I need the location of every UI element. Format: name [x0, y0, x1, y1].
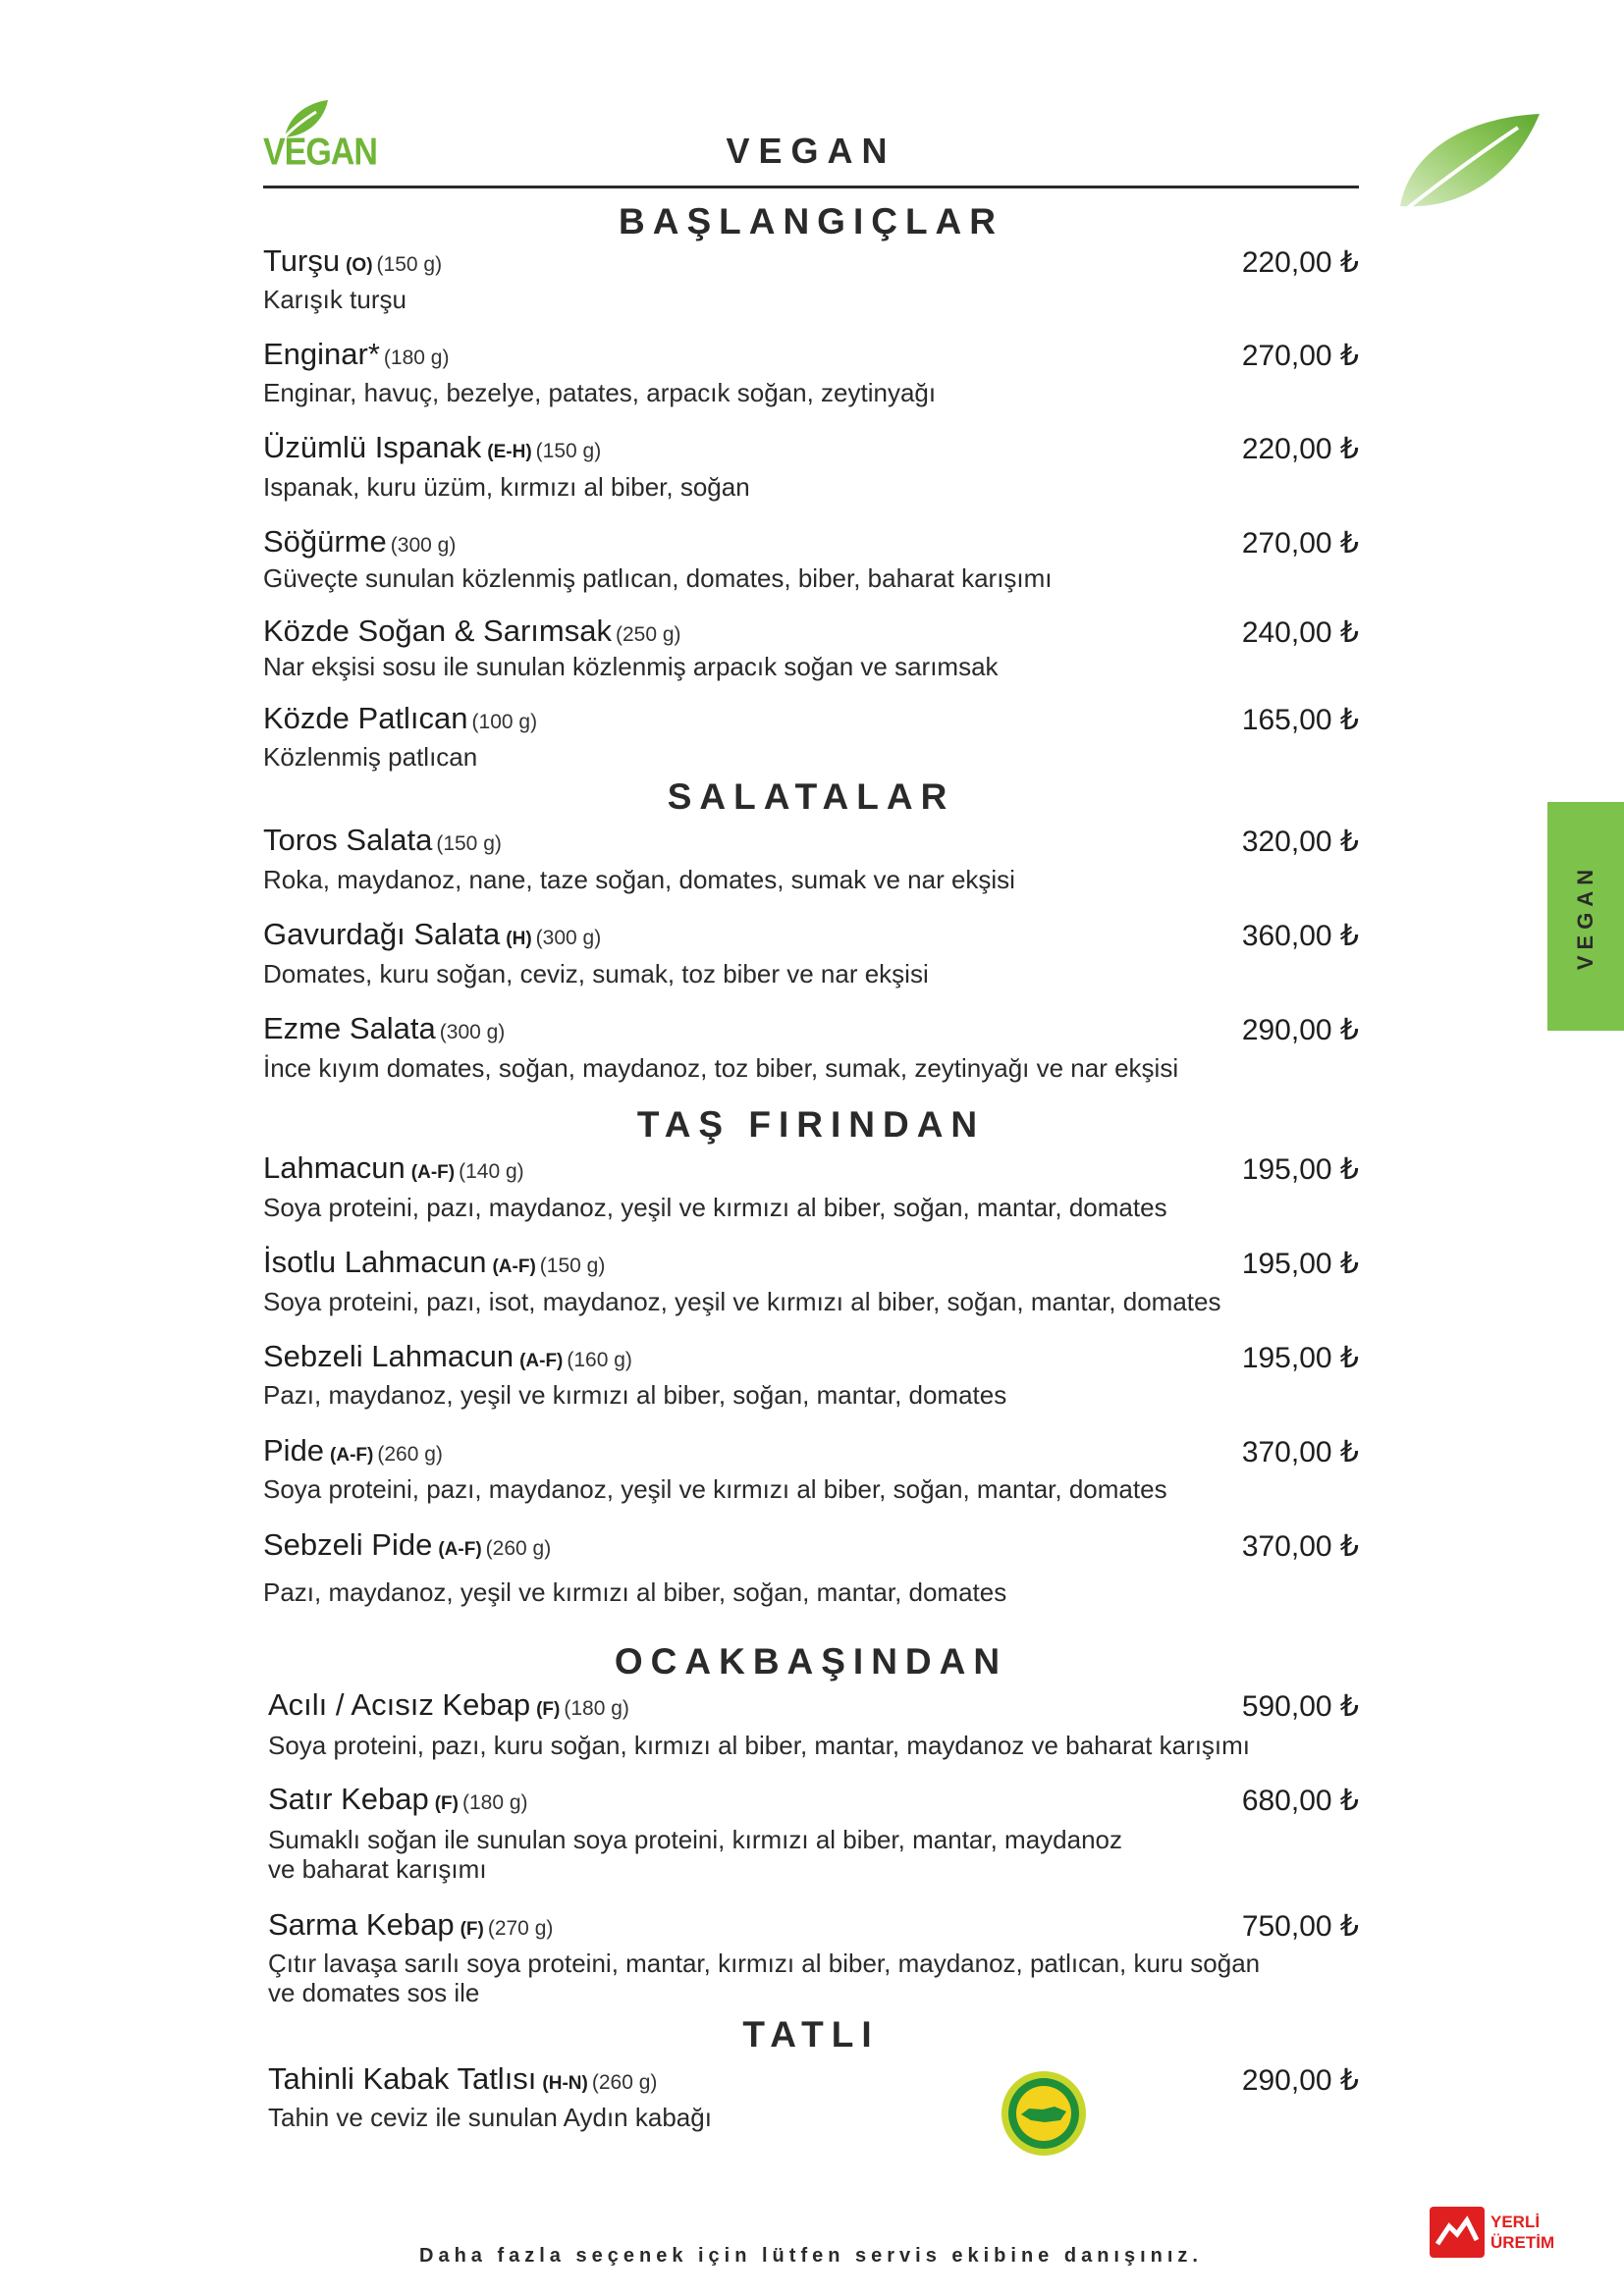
item-price: 290,00 ₺	[1241, 2064, 1359, 2097]
side-tab-label: VEGAN	[1573, 863, 1597, 970]
item-weight: (180 g)	[564, 1697, 629, 1720]
item-price: 290,00 ₺	[1241, 1014, 1359, 1046]
item-name: Sebzeli Pide	[263, 1527, 433, 1562]
item-description-line: Pazı, maydanoz, yeşil ve kırmızı al biber, soğan, mantar, domates	[263, 1380, 1007, 1410]
item-price: 370,00 ₺	[1241, 1530, 1359, 1563]
item-description-line: ve baharat karışımı	[268, 1854, 487, 1884]
item-description	[268, 1949, 1260, 2007]
allergen-code: (O)	[346, 255, 373, 276]
menu-item	[263, 337, 449, 372]
item-price: 270,00 ₺	[1241, 527, 1359, 560]
item-weight: (180 g)	[383, 347, 450, 369]
allergen-code: (F)	[434, 1793, 459, 1814]
footer-note: Daha fazla seçenek için lütfen servis ekibine danışınız.	[419, 2245, 1203, 2267]
item-description-line: Soya proteini, pazı, kuru soğan, kırmızı al biber, mantar, maydanoz ve baharat karışımı	[268, 1731, 1251, 1760]
allergen-code: (E-H)	[487, 442, 532, 462]
item-price: 590,00 ₺	[1241, 1690, 1359, 1723]
item-description	[263, 1053, 1178, 1083]
item-description	[263, 1577, 1006, 1607]
item-price: 165,00 ₺	[1241, 704, 1359, 736]
item-description-line: Közlenmiş patlıcan	[263, 742, 478, 772]
header-divider	[263, 186, 1359, 188]
section-title-salads: SALATALAR	[667, 776, 955, 817]
menu-item	[263, 701, 537, 736]
item-name: Pide	[263, 1433, 325, 1468]
item-name: İsotlu Lahmacun	[263, 1245, 487, 1279]
item-description	[263, 563, 1053, 593]
item-description-line: Soya proteini, pazı, isot, maydanoz, yeşil ve kırmızı al biber, soğan, mantar, domates	[263, 1287, 1221, 1316]
item-description-line: Tahin ve ceviz ile sunulan Aydın kabağı	[268, 2103, 712, 2132]
item-description-line: Güveçte sunulan közlenmiş patlıcan, domates, biber, baharat karışımı	[263, 563, 1053, 593]
item-description-line: Pazı, maydanoz, yeşil ve kırmızı al biber, soğan, mantar, domates	[263, 1577, 1007, 1607]
item-description	[268, 2103, 712, 2132]
section-title-dessert: TATLI	[742, 2014, 880, 2055]
allergen-code: (A-F)	[519, 1351, 564, 1371]
item-description	[263, 742, 477, 772]
menu-item	[263, 524, 456, 560]
section-title-stone-oven: TAŞ FIRINDAN	[636, 1104, 986, 1145]
item-weight: (150 g)	[535, 440, 602, 462]
item-weight: (140 g)	[459, 1160, 524, 1183]
item-description	[263, 1380, 1006, 1410]
item-name: Ezme Salata	[263, 1011, 436, 1045]
menu-item	[263, 243, 442, 279]
item-price: 750,00 ₺	[1241, 1910, 1359, 1943]
item-weight: (160 g)	[567, 1349, 632, 1371]
local-production-icon	[1428, 2205, 1487, 2260]
item-weight: (300 g)	[535, 927, 602, 949]
item-weight: (260 g)	[591, 2071, 658, 2094]
menu-item	[263, 1339, 632, 1374]
item-name: Gavurdağı Salata	[263, 917, 501, 951]
item-name: Enginar*	[263, 337, 380, 371]
item-weight: (180 g)	[461, 1791, 528, 1814]
menu-item	[268, 1907, 553, 1943]
item-name: Közde Soğan & Sarımsak	[263, 614, 612, 648]
allergen-code: (A-F)	[410, 1162, 456, 1183]
logo-wordmark: VEGAN	[263, 131, 377, 174]
item-weight: (260 g)	[485, 1537, 552, 1560]
origin-seal-icon	[1000, 2069, 1088, 2158]
item-description-line: Enginar, havuç, bezelye, patates, arpacık soğan, zeytinyağı	[263, 378, 937, 407]
local-production-badge	[1428, 2205, 1559, 2260]
section-title-starters: BAŞLANGIÇLAR	[619, 201, 1003, 241]
item-name: Üzümlü Ispanak	[263, 430, 482, 464]
item-weight: (300 g)	[439, 1021, 506, 1043]
item-description-line: ve domates sos ile	[268, 1978, 480, 2007]
badge-line2: ÜRETİM	[1490, 2233, 1555, 2252]
item-name: Acılı / Acısız Kebap	[268, 1687, 531, 1722]
leaf-icon	[1371, 108, 1547, 236]
allergen-code: (F)	[536, 1699, 561, 1720]
item-description	[263, 959, 929, 988]
item-price: 195,00 ₺	[1241, 1342, 1359, 1374]
allergen-code: (H)	[506, 929, 532, 949]
item-price: 320,00 ₺	[1241, 826, 1359, 858]
item-description	[268, 1731, 1250, 1760]
item-description	[268, 1825, 1122, 1884]
menu-item	[263, 1433, 443, 1468]
allergen-code: (A-F)	[330, 1445, 374, 1466]
item-name: Toros Salata	[263, 823, 433, 857]
item-description-line: Roka, maydanoz, nane, taze soğan, domates, sumak ve nar ekşisi	[263, 865, 1015, 894]
item-description	[263, 652, 999, 681]
item-description-line: Soya proteini, pazı, maydanoz, yeşil ve kırmızı al biber, soğan, mantar, domates	[263, 1193, 1167, 1222]
item-description-line: Çıtır lavaşa sarılı soya proteini, mantar, kırmızı al biber, maydanoz, patlıcan, kuru soğan	[268, 1949, 1261, 1978]
section-title-grill: OCAKBAŞINDAN	[614, 1641, 1008, 1682]
item-description-line: Nar ekşisi sosu ile sunulan közlenmiş arpacık soğan ve sarımsak	[263, 652, 999, 681]
item-name: Tahinli Kabak Tatlısı	[268, 2061, 537, 2096]
item-name: Sebzeli Lahmacun	[263, 1339, 514, 1373]
item-description-line: Karışık turşu	[263, 285, 406, 314]
menu-item	[263, 1150, 524, 1186]
item-description	[263, 865, 1015, 894]
item-description	[263, 285, 406, 314]
item-description	[263, 472, 750, 502]
item-price: 270,00 ₺	[1241, 340, 1359, 372]
item-weight: (300 g)	[390, 534, 457, 557]
item-description	[263, 1287, 1220, 1316]
allergen-code: (A-F)	[492, 1256, 536, 1277]
menu-item	[263, 823, 502, 858]
allergen-code: (H-N)	[542, 2073, 588, 2094]
side-tab	[1547, 802, 1624, 1031]
badge-line1: YERLİ	[1490, 2213, 1541, 2231]
item-weight: (250 g)	[615, 623, 681, 646]
menu-item	[268, 2061, 657, 2097]
allergen-code: (A-F)	[438, 1539, 482, 1560]
item-weight: (150 g)	[539, 1255, 606, 1277]
item-price: 360,00 ₺	[1241, 920, 1359, 952]
item-price: 220,00 ₺	[1241, 433, 1359, 465]
item-weight: (270 g)	[487, 1917, 554, 1940]
menu-item	[268, 1687, 629, 1723]
page-title: VEGAN	[726, 131, 896, 171]
item-description-line: Soya proteini, pazı, maydanoz, yeşil ve kırmızı al biber, soğan, mantar, domates	[263, 1474, 1167, 1504]
item-description	[263, 1474, 1167, 1504]
menu-item	[263, 430, 601, 465]
item-name: Sarma Kebap	[268, 1907, 455, 1942]
menu-item	[263, 917, 601, 952]
menu-item	[263, 1011, 505, 1046]
item-price: 220,00 ₺	[1241, 246, 1359, 279]
item-name: Söğürme	[263, 524, 387, 559]
allergen-code: (F)	[460, 1919, 484, 1940]
item-price: 240,00 ₺	[1241, 616, 1359, 649]
item-description	[263, 378, 936, 407]
item-price: 370,00 ₺	[1241, 1436, 1359, 1468]
item-description	[263, 1193, 1167, 1222]
item-description-line: Ispanak, kuru üzüm, kırmızı al biber, soğan	[263, 472, 750, 502]
item-price: 680,00 ₺	[1241, 1785, 1359, 1817]
item-weight: (150 g)	[436, 832, 502, 855]
menu-item	[263, 1527, 551, 1563]
item-price: 195,00 ₺	[1241, 1248, 1359, 1280]
menu-item	[263, 614, 681, 649]
item-description-line: Domates, kuru soğan, ceviz, sumak, toz biber ve nar ekşisi	[263, 959, 929, 988]
item-weight: (150 g)	[376, 253, 443, 276]
item-name: Lahmacun	[263, 1150, 406, 1185]
item-description-line: Sumaklı soğan ile sunulan soya proteini, kırmızı al biber, mantar, maydanoz	[268, 1825, 1122, 1854]
menu-item	[263, 1245, 605, 1280]
item-weight: (260 g)	[377, 1443, 443, 1466]
item-weight: (100 g)	[471, 711, 538, 733]
item-name: Satır Kebap	[268, 1782, 429, 1816]
menu-item	[268, 1782, 528, 1817]
item-description-line: İnce kıyım domates, soğan, maydanoz, toz biber, sumak, zeytinyağı ve nar ekşisi	[263, 1053, 1179, 1083]
item-name: Közde Patlıcan	[263, 701, 468, 735]
item-price: 195,00 ₺	[1241, 1153, 1359, 1186]
item-name: Turşu	[263, 243, 341, 278]
